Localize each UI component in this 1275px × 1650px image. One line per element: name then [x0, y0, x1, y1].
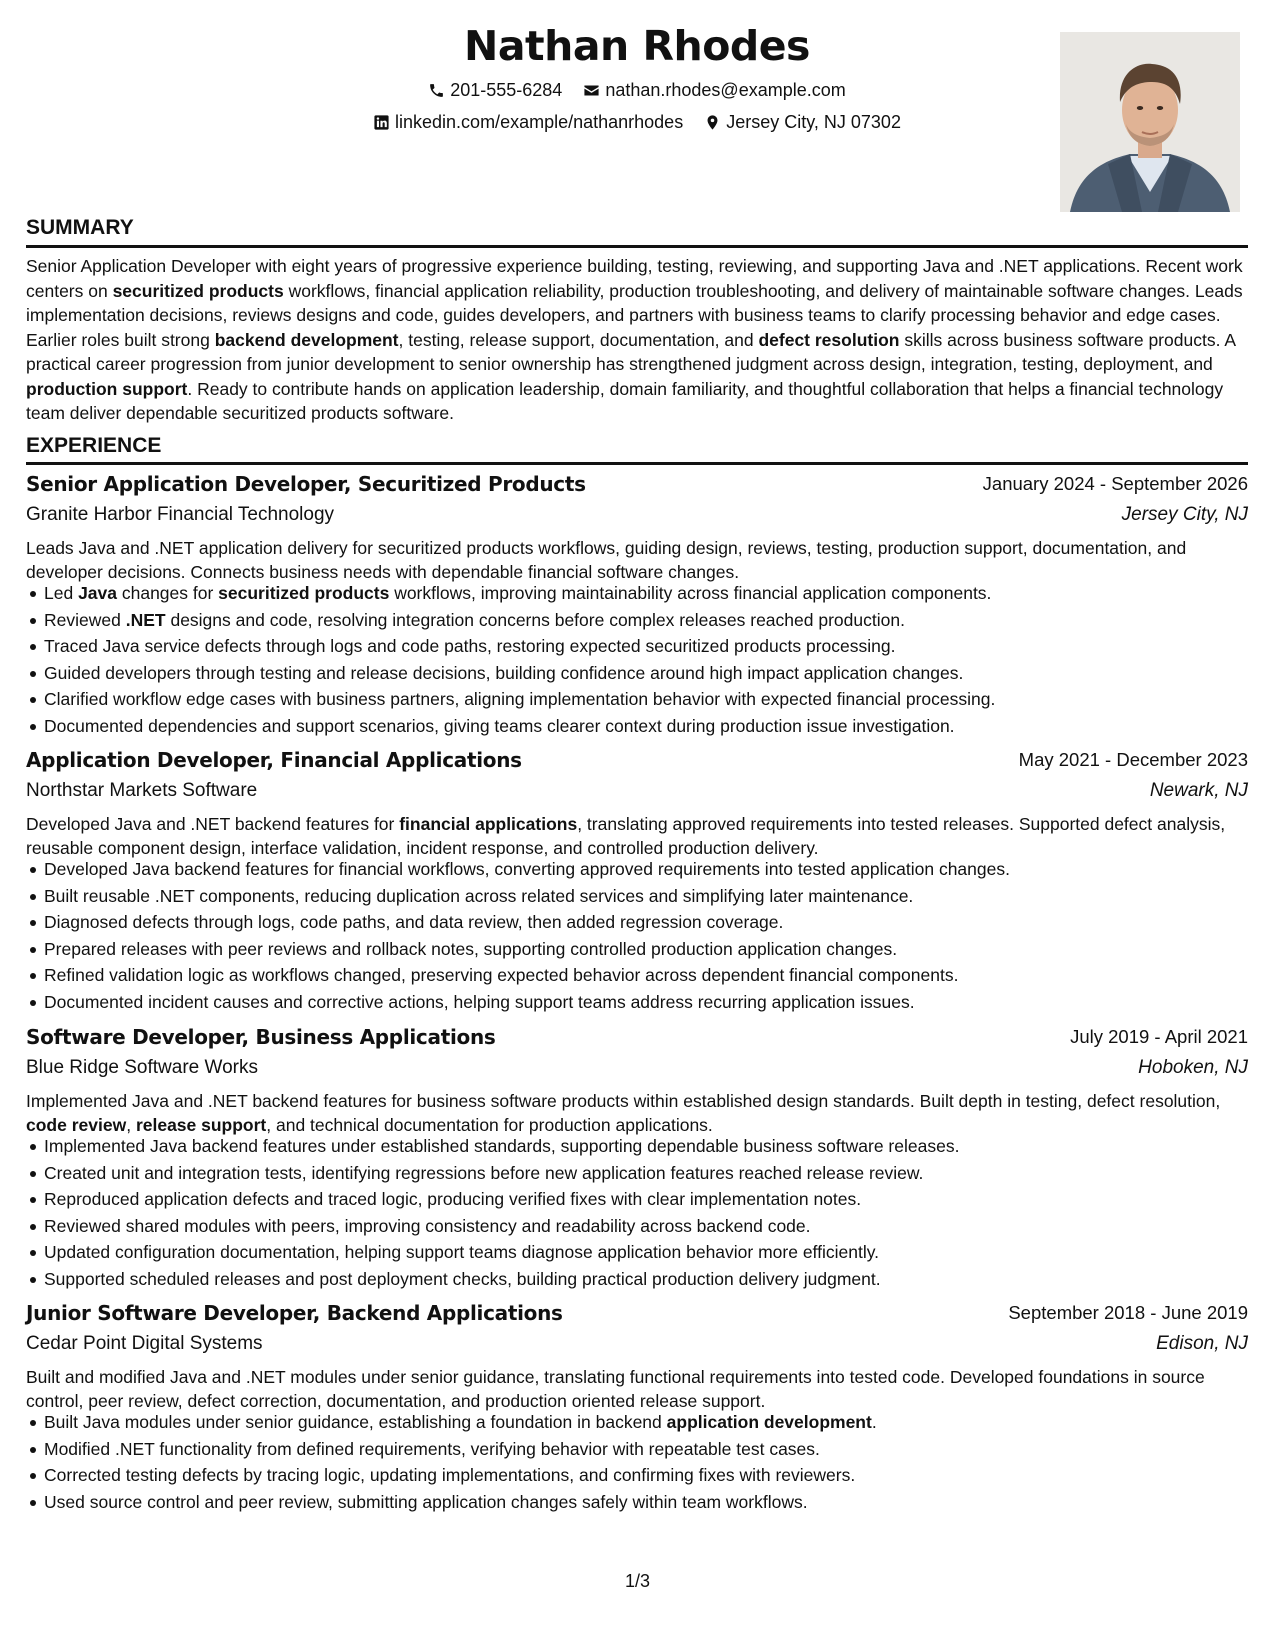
job-bullet: Refined validation logic as workflows changed, preserving expected behavior across dependent financial components.: [26, 962, 1248, 989]
job-bullet: Reviewed shared modules with peers, improving consistency and readability across backend code.: [26, 1213, 1248, 1240]
job-bullet-list: [26, 1133, 1248, 1292]
job-title: Junior Software Developer, Backend Applications: [26, 1301, 563, 1325]
summary-text: Senior Application Developer with eight years of progressive experience building, testing, reviewing, and supporting Java and .NET applications. Recent work centers on securitized products workflows, financial application reliability, production troubleshooting, and delivery of maintainable software changes. Leads implementation decisions, reviews designs and code, guides developers, and partners with business teams to clarify processing behavior and edge cases. Earlier roles built strong backend development, testing, release support, documentation, and defect resolution skills across business software products. A practical career progression from junior development to senior ownership has strengthened judgment across design, integration, testing, deployment, and production support. Ready to contribute hands on application leadership, domain familiarity, and thoughtful collaboration that helps a financial technology team deliver dependable securitized products software.: [26, 256, 1243, 423]
job-company: Blue Ridge Software Works: [26, 1057, 258, 1078]
summary-heading: SUMMARY: [26, 216, 134, 239]
job-bullet: Created unit and integration tests, identifying regressions before new application features reached release review.: [26, 1160, 1248, 1187]
contact-email[interactable]: [583, 80, 845, 101]
job-title: Software Developer, Business Applications: [26, 1025, 496, 1049]
resume-header: [26, 22, 1248, 212]
location-text: Jersey City, NJ 07302: [726, 112, 901, 132]
job-bullet: Developed Java backend features for financial workflows, converting approved requirements into tested application changes.: [26, 856, 1248, 883]
contact-linkedin[interactable]: [373, 112, 683, 133]
job-company: Northstar Markets Software: [26, 780, 258, 801]
job-location: Hoboken, NJ: [1138, 1057, 1248, 1078]
job-location: Jersey City, NJ: [1121, 504, 1248, 525]
summary-divider: [26, 245, 1248, 248]
job-bullet: Implemented Java backend features under established standards, supporting dependable business software releases.: [26, 1133, 1248, 1160]
job-title: Senior Application Developer, Securitized Products: [26, 472, 586, 496]
job-title: Application Developer, Financial Applications: [26, 748, 522, 772]
job-location: Edison, NJ: [1156, 1333, 1248, 1354]
job-bullet: Clarified workflow edge cases with business partners, aligning implementation behavior with expected financial processing.: [26, 686, 1248, 713]
job-description: Implemented Java and .NET backend features for business software products within established design standards. Built depth in testing, defect resolution, code review, release support, and technical documentation for production applications.: [26, 1091, 1221, 1135]
job-bullet: Documented dependencies and support scenarios, giving teams clearer context during production issue investigation.: [26, 713, 1248, 740]
job-description: Developed Java and .NET backend features for financial applications, translating approved requirements into tested releases. Supported defect analysis, reusable component design, interface validation, incident response, and controlled production delivery.: [26, 814, 1226, 858]
job-company: Cedar Point Digital Systems: [26, 1333, 263, 1354]
job-bullet: Supported scheduled releases and post deployment checks, building practical production delivery judgment.: [26, 1266, 1248, 1293]
job-dates: September 2018 - June 2019: [1008, 1302, 1248, 1323]
contact-phone[interactable]: [428, 80, 562, 101]
email-text: nathan.rhodes@example.com: [605, 80, 846, 100]
job-dates: January 2024 - September 2026: [982, 473, 1248, 494]
job-bullet: Built reusable .NET components, reducing duplication across related services and simplifying later maintenance.: [26, 883, 1248, 910]
job-bullet-list: [26, 856, 1248, 1015]
job-bullet: Diagnosed defects through logs, code paths, and data review, then added regression coverage.: [26, 909, 1248, 936]
job-bullet: Documented incident causes and corrective actions, helping support teams address recurring application issues.: [26, 989, 1248, 1016]
job-bullet: Updated configuration documentation, helping support teams diagnose application behavior more efficiently.: [26, 1239, 1248, 1266]
profile-photo: [1060, 32, 1240, 212]
resume-page: [26, 0, 1248, 1650]
job-location: Newark, NJ: [1149, 780, 1248, 801]
envelope-icon: [583, 82, 600, 99]
job-bullet: Traced Java service defects through logs and code paths, restoring expected securitized products processing.: [26, 633, 1248, 660]
job-bullet: Modified .NET functionality from defined requirements, verifying behavior with repeatable test cases.: [26, 1436, 1248, 1463]
job-bullet: Corrected testing defects by tracing logic, updating implementations, and confirming fixes with reviewers.: [26, 1462, 1248, 1489]
job-bullet-list: [26, 580, 1248, 739]
contact-location: [704, 112, 901, 133]
job-bullet: Prepared releases with peer reviews and rollback notes, supporting controlled production application changes.: [26, 936, 1248, 963]
job-dates: July 2019 - April 2021: [1070, 1026, 1248, 1047]
job-description: Leads Java and .NET application delivery for securitized products workflows, guiding design, reviews, testing, production support, documentation, and developer decisions. Connects business needs with dependable financial software changes.: [26, 538, 1187, 582]
job-bullet: Reviewed .NET designs and code, resolving integration concerns before complex releases reached production.: [26, 607, 1248, 634]
experience-divider: [26, 462, 1248, 465]
linkedin-icon: [373, 114, 390, 131]
job-bullet: Built Java modules under senior guidance, establishing a foundation in backend application development.: [26, 1409, 1248, 1436]
job-bullet: Guided developers through testing and release decisions, building confidence around high impact application changes.: [26, 660, 1248, 687]
job-dates: May 2021 - December 2023: [1018, 749, 1248, 770]
job-bullet: Reproduced application defects and traced logic, producing verified fixes with clear implementation notes.: [26, 1186, 1248, 1213]
candidate-name: Nathan Rhodes: [464, 22, 810, 70]
job-company: Granite Harbor Financial Technology: [26, 504, 335, 525]
job-description: Built and modified Java and .NET modules under senior guidance, translating functional requirements into tested code. Developed foundations in source control, peer review, defect correction, documentation, and production oriented release support.: [26, 1367, 1205, 1411]
page-number: 1/3: [624, 1571, 651, 1591]
map-pin-icon: [704, 114, 721, 131]
job-bullet-list: [26, 1409, 1248, 1515]
job-bullet: Led Java changes for securitized products workflows, improving maintainability across financial application components.: [26, 580, 1248, 607]
job-bullet: Used source control and peer review, submitting application changes safely within team workflows.: [26, 1489, 1248, 1516]
phone-icon: [428, 82, 445, 99]
phone-text: 201-555-6284: [450, 80, 563, 100]
experience-heading: EXPERIENCE: [26, 434, 162, 457]
linkedin-text: linkedin.com/example/nathanrhodes: [395, 112, 684, 132]
